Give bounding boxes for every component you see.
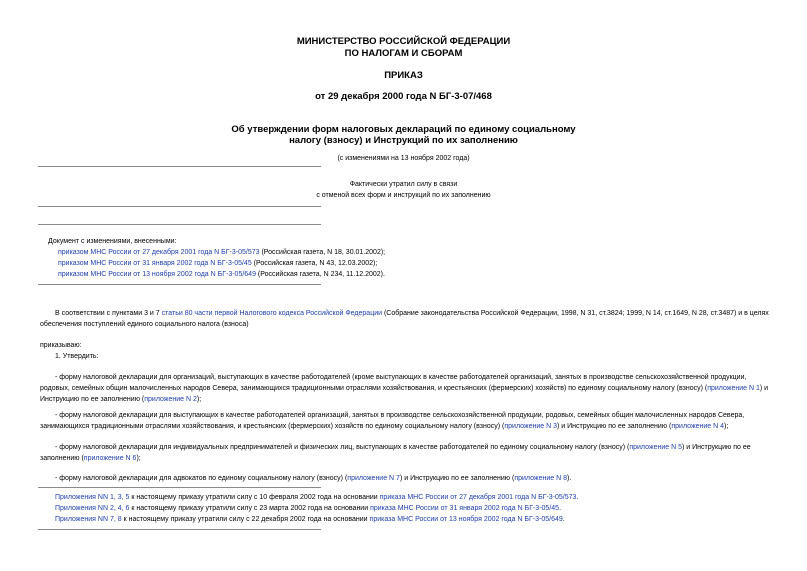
- amendment-item: приказом МНС России от 27 декабря 2001 года N БГ-3-05/573 (Российская газета, N 18, 30.01.2002);: [58, 249, 386, 256]
- intro-paragraph: В соответствии с пунктами 3 и 7 статьи 80 части первой Налогового кодекса Российской Федерации (Собрание законодательства Российской Федерации, 1998, N 31, ст.3824; 1999, N 14, ст.1649, N 28, ст.3487) и в целях обеспечения поступлений единого социального налога (взноса): [40, 310, 769, 328]
- divider: [38, 224, 321, 225]
- item-1: 1. Утвердить:: [55, 353, 99, 360]
- amendment-link[interactable]: приказом МНС России от 27 декабря 2001 года N БГ-3-05/573: [58, 249, 260, 256]
- note-order-link[interactable]: приказа МНС России от 31 января 2002 года N БГ-3-05/45: [370, 505, 560, 512]
- amendment-link[interactable]: приказом МНС России от 13 ноября 2002 года N БГ-3-05/649: [58, 271, 256, 278]
- appendix-link[interactable]: приложение N 3: [504, 423, 557, 430]
- divider: [38, 487, 321, 488]
- appendix-link[interactable]: приложение N 8: [514, 475, 567, 482]
- status-line-1: Фактически утратил силу в связи: [349, 181, 458, 188]
- ministry-line-2: ПО НАЛОГАМ И СБОРАМ: [344, 48, 463, 59]
- note-order-link[interactable]: приказа МНС России от 13 ноября 2002 года N БГ-3-05/649: [369, 516, 563, 523]
- document-type: ПРИКАЗ: [384, 70, 423, 81]
- amendment-link[interactable]: приказом МНС России от 31 января 2002 года N БГ-3-05/45: [58, 260, 252, 267]
- bullet-3: - форму налоговой декларации для индивидуальных предпринимателей и физических лиц, выступающих в качестве работодателей по единому социальному налогу (взносу) (приложение N 5) и Инструкцию по ее заполнению (приложение N 6);: [40, 444, 751, 462]
- title-line-2: налогу (взносу) и Инструкций по их заполнению: [289, 135, 518, 146]
- appendix-link[interactable]: приложение N 2: [144, 396, 197, 403]
- document-date: от 29 декабря 2000 года N БГ-3-07/468: [315, 91, 492, 102]
- title-line-1: Об утверждении форм налоговых деклараций по единому социальному: [231, 124, 576, 135]
- amendment-item: приказом МНС России от 31 января 2002 года N БГ-3-05/45 (Российская газета, N 43, 12.03.2002);: [58, 260, 378, 267]
- bullet-1: - форму налоговой декларации для организаций, выступающих в качестве работодателей (кроме выступающих в качестве работодателей организаций, занятых в производстве сельскохозяйственной продукции, родовых, семейных общин малочисленных народов Севера, занимающихся традиционными отраслями хозяйствования, и крестьянских (фермерских) хозяйств) по единому социальному налогу (взносу) (приложение N 1) и Инструкцию по ее заполнению (приложение N 2);: [40, 374, 769, 403]
- divider: [38, 206, 321, 207]
- appendix-link[interactable]: приложение N 1: [707, 385, 760, 392]
- note-appendices-link[interactable]: Приложения NN 1, 3, 5: [55, 494, 130, 501]
- appendix-link[interactable]: приложение N 6: [83, 455, 137, 462]
- note-appendices-link[interactable]: Приложения NN 2, 4, 6: [55, 505, 130, 512]
- revision-note: (с изменениями на 13 ноября 2002 года): [337, 155, 470, 162]
- amendments-heading: Документ с изменениями, внесенными:: [48, 238, 177, 245]
- amendment-item: приказом МНС России от 13 ноября 2002 года N БГ-3-05/649 (Российская газета, N 234, 11.12.2002).: [58, 271, 385, 278]
- appendix-link[interactable]: приложение N 5: [629, 444, 682, 451]
- divider: [38, 529, 321, 530]
- note-appendices-link[interactable]: Приложения NN 7, 8: [55, 516, 122, 523]
- appendix-link[interactable]: приложение N 4: [671, 423, 725, 430]
- tax-code-link[interactable]: статьи 80 части первой Налогового кодекса Российской Федерации: [161, 310, 383, 317]
- bullet-2: - форму налоговой декларации для выступающих в качестве работодателей организаций, занятых в производстве сельскохозяйственной продукции, родовых, семейных общин малочисленных народов Севера, занимающихся традиционными отраслями хозяйствования, и крестьянских (фермерских) хозяйств по единому социальному налогу (взносу) (приложение N 3) и Инструкцию по ее заполнению (приложение N 4);: [40, 412, 745, 430]
- note-line: Приложения NN 1, 3, 5 к настоящему приказу утратили силу с 10 февраля 2002 года на основании приказа МНС России от 27 декабря 2001 года N БГ-3-05/573.: [55, 494, 579, 501]
- note-line: Приложения NN 2, 4, 6 к настоящему приказу утратили силу с 23 марта 2002 года на основании приказа МНС России от 31 января 2002 года N БГ-3-05/45.: [55, 505, 562, 512]
- status-line-2: с отменой всех форм и инструкций по их заполнению: [316, 192, 491, 199]
- divider: [38, 284, 321, 285]
- order-word: приказываю:: [40, 342, 82, 349]
- note-line: Приложения NN 7, 8 к настоящему приказу утратили силу с 22 декабря 2002 года на основании приказа МНС России от 13 ноября 2002 года N БГ-3-05/649.: [55, 516, 565, 523]
- divider: [38, 166, 321, 167]
- appendix-link[interactable]: приложение N 7: [347, 475, 400, 482]
- ministry-line-1: МИНИСТЕРСТВО РОССИЙСКОЙ ФЕДЕРАЦИИ: [296, 36, 511, 47]
- bullet-4: - форму налоговой декларации для адвокатов по единому социальному налогу (взносу) (приложение N 7) и Инструкцию по ее заполнению (приложение N 8).: [55, 475, 572, 482]
- note-order-link[interactable]: приказа МНС России от 27 декабря 2001 года N БГ-3-05/573: [379, 494, 577, 501]
